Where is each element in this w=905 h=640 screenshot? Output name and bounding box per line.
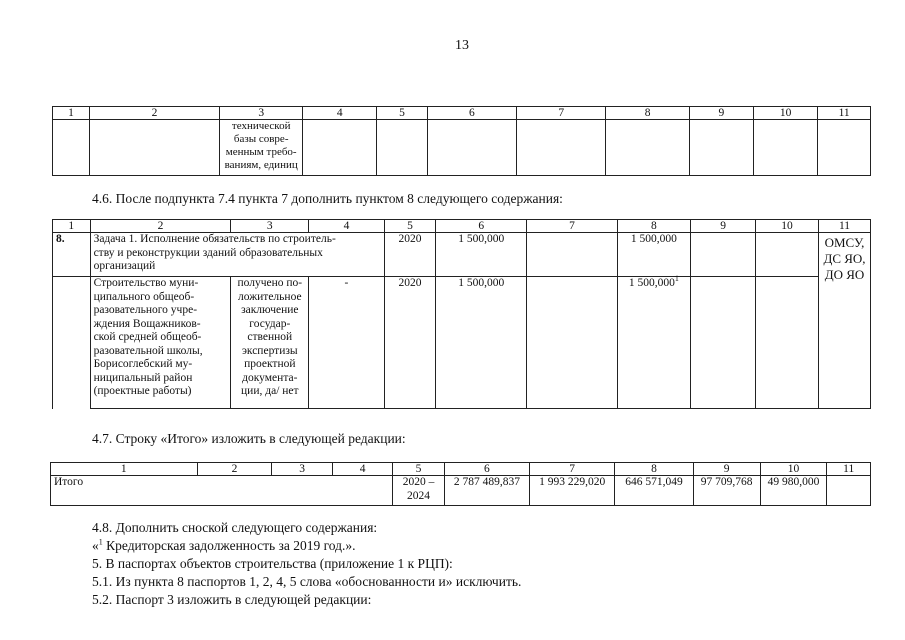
- paragraph-5-1: 5.1. Из пункта 8 паспортов 1, 2, 4, 5 слова «обоснованности и» исключить.: [92, 574, 522, 589]
- object-name: [90, 277, 231, 409]
- footnote-mark: 1: [674, 274, 679, 284]
- col-number: 6: [436, 220, 527, 233]
- period-cell: [393, 476, 445, 506]
- text-line: ниципальный район: [93, 371, 193, 384]
- paragraph-4-8: 4.8. Дополнить сноской следующего содержания:: [92, 520, 378, 535]
- table-header-row: [53, 220, 871, 233]
- col-number: 7: [517, 107, 606, 120]
- row-number: 8.: [53, 233, 91, 277]
- executor-cell: [819, 233, 871, 409]
- table-row: [53, 233, 871, 277]
- col-number: 9: [693, 463, 760, 476]
- text-line: менным требо-: [225, 146, 297, 158]
- col-number: 6: [427, 107, 516, 120]
- text-line: документа-: [242, 371, 298, 384]
- col-number: 4: [332, 463, 392, 476]
- col-number: 7: [527, 220, 617, 233]
- text-line: ложительное: [238, 290, 302, 303]
- task-title: [90, 233, 384, 277]
- col-number: 4: [309, 220, 384, 233]
- col-number: 5: [377, 107, 428, 120]
- amount-cell: 1 500,000: [617, 233, 691, 277]
- col-number: 5: [393, 463, 445, 476]
- text-line: получено по-: [237, 277, 303, 289]
- table-continuation: [52, 106, 871, 176]
- total-label: Итого: [51, 476, 393, 506]
- text-line: ственной: [247, 331, 293, 343]
- col-number: 7: [530, 463, 615, 476]
- paragraph-4-6: 4.6. После подпункта 7.4 пункта 7 дополнить пунктом 8 следующего содержания:: [92, 191, 563, 206]
- col-number: 10: [760, 463, 827, 476]
- amount-cell: 646 571,049: [615, 476, 693, 506]
- col-number: 5: [384, 220, 436, 233]
- footnote-body: Кредиторская задолженность за 2019 год.».: [102, 538, 356, 553]
- page-number: 13: [455, 38, 469, 53]
- text-line: базы совре-: [233, 133, 289, 145]
- cell-indicator: [219, 120, 302, 176]
- text-line: ству и реконструкции зданий образовательных: [93, 246, 323, 259]
- year-cell: 2020: [384, 233, 436, 277]
- paragraph-5: 5. В паспортах объектов строительства (приложение 1 к РЦП):: [92, 556, 453, 571]
- amount-cell: [617, 274, 691, 409]
- amount-cell: 2 787 489,837: [444, 476, 529, 506]
- col-number: 1: [53, 220, 91, 233]
- text-line: ваниям, единиц: [224, 159, 298, 171]
- indicator-cell: [231, 277, 309, 409]
- text-line: ции, да/ нет: [241, 385, 299, 397]
- text-line: разовательной школы,: [93, 344, 203, 357]
- text-line: проектной: [244, 358, 296, 370]
- text-line: Задача 1. Исполнение обязательств по строитель-: [93, 233, 336, 245]
- amount-cell: 1 500,000: [436, 233, 527, 277]
- col-number: 11: [827, 463, 871, 476]
- col-number: 1: [53, 107, 90, 120]
- text-line: экспертизы: [241, 344, 298, 357]
- text-line: ждения Вощажников-: [93, 317, 201, 330]
- value-cell: -: [309, 277, 384, 409]
- text-line: (проектные работы): [93, 385, 192, 397]
- col-number: 1: [51, 463, 198, 476]
- text-line: ДО ЯО: [824, 267, 865, 282]
- col-number: 11: [819, 220, 871, 233]
- table-row: [53, 120, 871, 176]
- text-line: технической: [231, 120, 291, 132]
- text-line: 2024: [407, 489, 431, 502]
- paragraph-4-7: 4.7. Строку «Итого» изложить в следующей редакции:: [92, 431, 406, 446]
- text-line: Строительство муни-: [93, 277, 199, 289]
- col-number: 6: [444, 463, 529, 476]
- text-line: ДС ЯО,: [823, 251, 866, 266]
- table-total: [50, 462, 871, 506]
- col-number: 9: [691, 220, 756, 233]
- col-number: 10: [756, 220, 819, 233]
- text-line: организаций: [93, 260, 156, 272]
- col-number: 9: [689, 107, 753, 120]
- amount-cell: 49 980,000: [760, 476, 827, 506]
- col-number: 3: [231, 220, 309, 233]
- footnote-text: [92, 537, 356, 554]
- amount-cell: 1 993 229,020: [530, 476, 615, 506]
- amount-cell: 97 709,768: [693, 476, 760, 506]
- col-number: 3: [219, 107, 302, 120]
- col-number: 2: [90, 107, 220, 120]
- col-number: 8: [615, 463, 693, 476]
- col-number: 2: [90, 220, 231, 233]
- table-header-row: [51, 463, 871, 476]
- col-number: 8: [606, 107, 689, 120]
- text-line: 2020 –: [402, 476, 435, 488]
- text-line: ской средней общеоб-: [93, 331, 202, 343]
- col-number: 4: [303, 107, 377, 120]
- text-line: разовательного учре-: [93, 304, 198, 316]
- amount-value: 1 500,000: [628, 277, 675, 289]
- table-row: [53, 277, 871, 409]
- text-line: ципального общеоб-: [93, 290, 195, 303]
- footnote-mark: 1: [98, 537, 103, 547]
- table-task-8: [52, 219, 871, 409]
- col-number: 2: [197, 463, 272, 476]
- table-header-row: [53, 107, 871, 120]
- text-line: ОМСУ,: [824, 235, 865, 250]
- table-row: [51, 476, 871, 506]
- text-line: Борисоглебский му-: [93, 358, 193, 370]
- text-line: заключение: [241, 304, 299, 316]
- paragraph-5-2: 5.2. Паспорт 3 изложить в следующей редакции:: [92, 592, 372, 607]
- col-number: 10: [753, 107, 817, 120]
- col-number: 3: [272, 463, 332, 476]
- quote-mark: «: [92, 538, 99, 553]
- amount-cell: 1 500,000: [436, 277, 527, 409]
- text-line: государ-: [249, 317, 291, 330]
- year-cell: 2020: [384, 277, 436, 409]
- col-number: 11: [818, 107, 871, 120]
- col-number: 8: [617, 220, 691, 233]
